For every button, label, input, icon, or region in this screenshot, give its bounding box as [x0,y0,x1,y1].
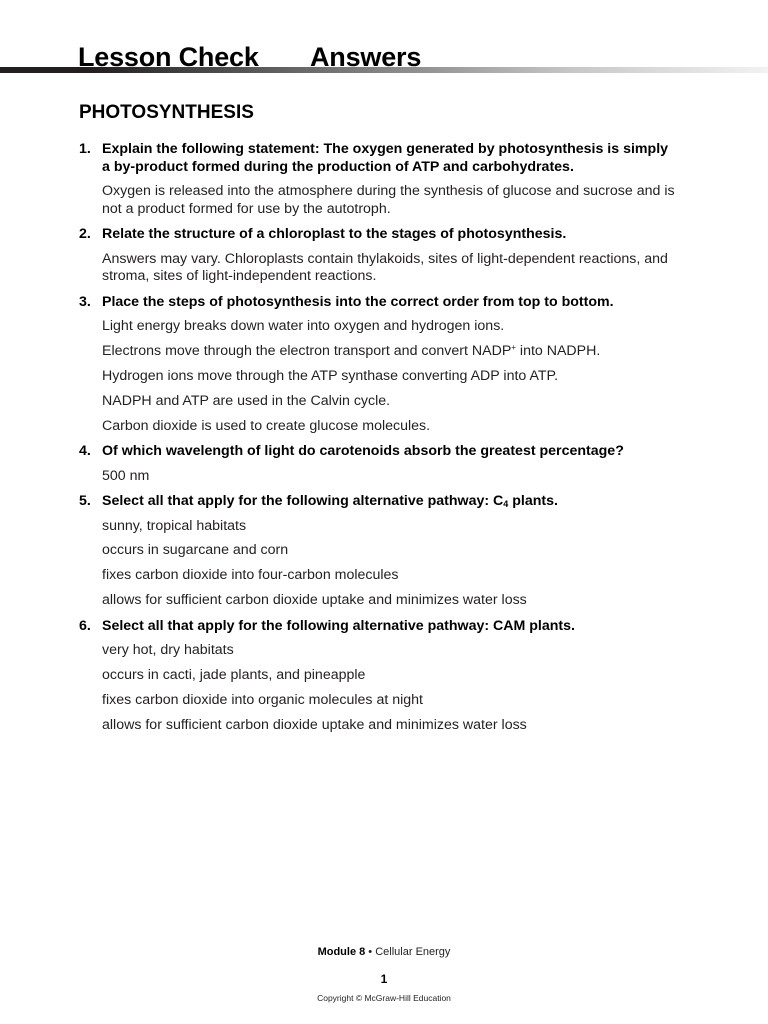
question-text: Of which wavelength of light do carotenoids absorb the greatest percentage? [102,443,624,460]
question-4 [79,442,679,460]
question-text: Select all that apply for the following alternative pathway: C [102,493,504,510]
header-title: Lesson Check [78,42,259,72]
question-6 [79,617,679,635]
answer-text: Electrons move through the electron transport and convert NADP [102,343,512,360]
question-number: 1. [79,141,91,157]
question-text: Select all that apply for the following alternative pathway: CAM plants. [102,617,575,634]
question-2 [79,225,679,243]
question-number: 3. [79,293,91,310]
question-text-tail: plants. [508,493,558,510]
section-title: PHOTOSYNTHESIS [79,102,254,123]
answer-6-4: allows for sufficient carbon dioxide uptake and minimizes water loss [102,716,527,733]
question-1 [79,140,679,176]
answer-6-1: very hot, dry habitats [102,642,234,659]
header-answers-label: Answers [310,42,422,72]
answer-3-2 [79,343,679,361]
question-text: Explain the following statement: The oxygen generated by photosynthesis is simply a by-product formed during the production of ATP and carbohydrates. [102,141,669,175]
answer-3-5: Carbon dioxide is used to create glucose molecules. [102,417,431,434]
answer-1-1: Oxygen is released into the atmosphere during the synthesis of glucose and sucrose and is not a product formed for use by the autotroph. [102,183,675,217]
page-header [0,40,768,76]
answer-6-2: occurs in cacti, jade plants, and pineapple [102,666,366,683]
question-text: Relate the structure of a chloroplast to the stages of photosynthesis. [102,226,567,243]
footer-module-label: Module 8 [317,946,366,958]
question-number: 4. [79,443,91,460]
answer-5-1: sunny, tropical habitats [102,517,247,534]
footer-separator: • [365,946,376,958]
question-number: 2. [79,226,91,243]
question-text: Place the steps of photosynthesis into the correct order from top to bottom. [102,293,614,310]
subscript: 4 [503,499,509,510]
footer-topic: Cellular Energy [375,946,451,958]
answer-5-3: fixes carbon dioxide into four-carbon molecules [102,567,399,584]
answer-5-2: occurs in sugarcane and corn [102,542,289,559]
answer-3-4: NADPH and ATP are used in the Calvin cycle. [102,392,391,409]
footer-module [0,946,768,958]
question-list [79,140,679,734]
answer-2-1: Answers may vary. Chloroplasts contain thylakoids, sites of light-dependent reactions, and stroma, sites of light-independent reactions. [102,250,668,285]
page-number: 1 [380,972,388,986]
answer-4-1: 500 nm [102,467,150,484]
answer-5-4: allows for sufficient carbon dioxide uptake and minimizes water loss [102,592,527,609]
question-5 [79,492,679,510]
answer-6-3: fixes carbon dioxide into organic molecules at night [102,691,423,708]
answer-text-tail: into NADPH. [515,343,601,360]
answer-3-3: Hydrogen ions move through the ATP synthase converting ADP into ATP. [102,367,559,384]
answer-3-1: Light energy breaks down water into oxygen and hydrogen ions. [102,318,505,335]
question-3 [79,293,679,311]
question-number: 6. [79,617,91,634]
copyright: Copyright © McGraw-Hill Education [317,993,451,1003]
superscript: + [511,343,516,353]
question-number: 5. [79,493,91,510]
